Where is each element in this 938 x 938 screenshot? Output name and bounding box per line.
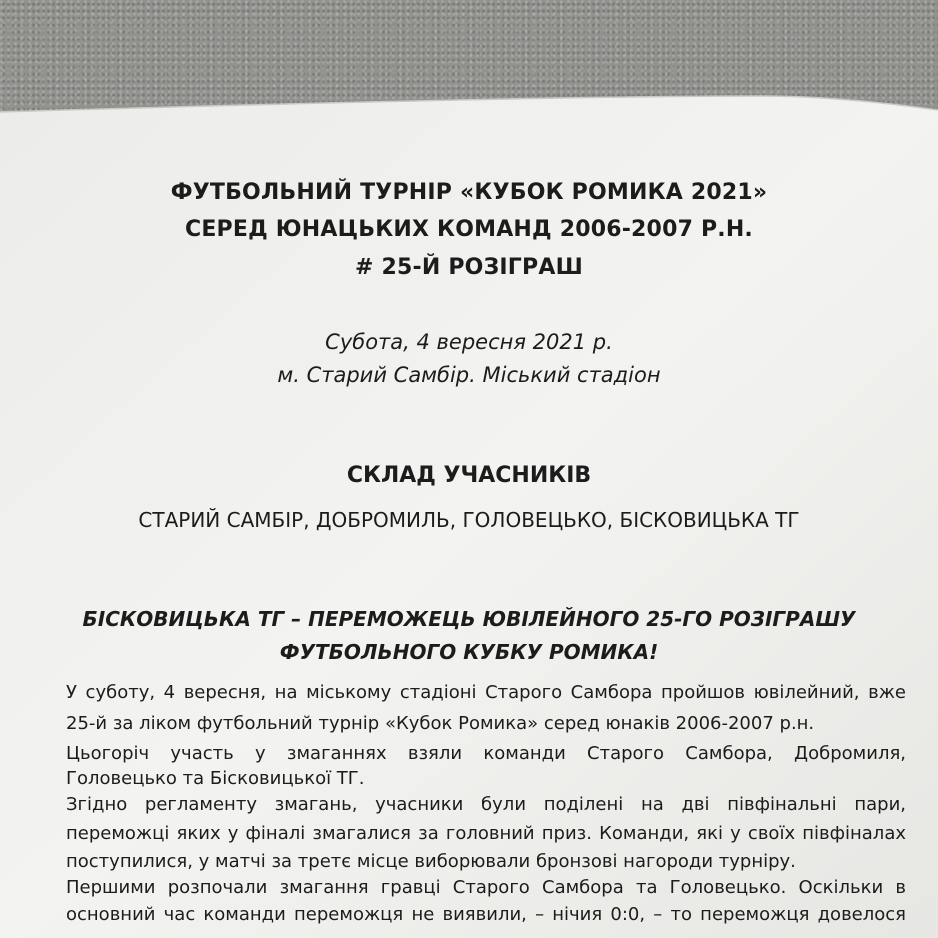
headline-line-1: БІСКОВИЦЬКА ТГ – ПЕРЕМОЖЕЦЬ ЮВІЛЕЙНОГО 25-ГО РОЗІГРАШУ (82, 607, 856, 631)
body-line-4: Головецько та Бісковицької ТГ. (66, 768, 365, 789)
document-title-line-2: СЕРЕД ЮНАЦЬКИХ КОМАНД 2006-2007 Р.Н. (184, 217, 753, 242)
event-location: м. Старий Самбір. Міський стадіон (277, 363, 661, 387)
body-line-8: Першими розпочали змагання гравці Старого Самбора та Головецько. Оскільки в (66, 877, 906, 898)
body-line-1: У суботу, 4 вересня, на міському стадіоні Старого Самбора пройшов ювілейний, вже (66, 682, 906, 703)
body-line-3: Цьогоріч участь у змаганнях взяли команди Старого Самбора, Добромиля, (66, 743, 906, 764)
participants-list: СТАРИЙ САМБІР, ДОБРОМИЛЬ, ГОЛОВЕЦЬКО, БІСКОВИЦЬКА ТГ (138, 508, 800, 532)
document-title-line-1: ФУТБОЛЬНИЙ ТУРНІР «КУБОК РОМИКА 2021» (170, 180, 768, 205)
participants-heading: СКЛАД УЧАСНИКІВ (346, 463, 592, 488)
body-line-9: основний час команди переможця не виявили, – нічия 0:0, – то переможця довелося (66, 904, 906, 925)
event-date: Субота, 4 вересня 2021 р. (325, 330, 613, 354)
body-line-7: поступилися, у матчі за третє місце виборювали бронзові нагороди турніру. (66, 851, 796, 872)
body-line-6: переможці яких у фіналі змагалися за головний приз. Команди, які у своїх півфіналах (66, 823, 906, 844)
headline-line-2: ФУТБОЛЬНОГО КУБКУ РОМИКА! (279, 640, 659, 664)
body-line-5: Згідно регламенту змагань, учасники були поділені на дві півфінальні пари, (66, 794, 906, 815)
document-title-line-3: # 25-Й РОЗІГРАШ (355, 255, 583, 280)
body-line-2: 25-й за ліком футбольний турнір «Кубок Ромика» серед юнаків 2006-2007 р.н. (66, 713, 815, 734)
